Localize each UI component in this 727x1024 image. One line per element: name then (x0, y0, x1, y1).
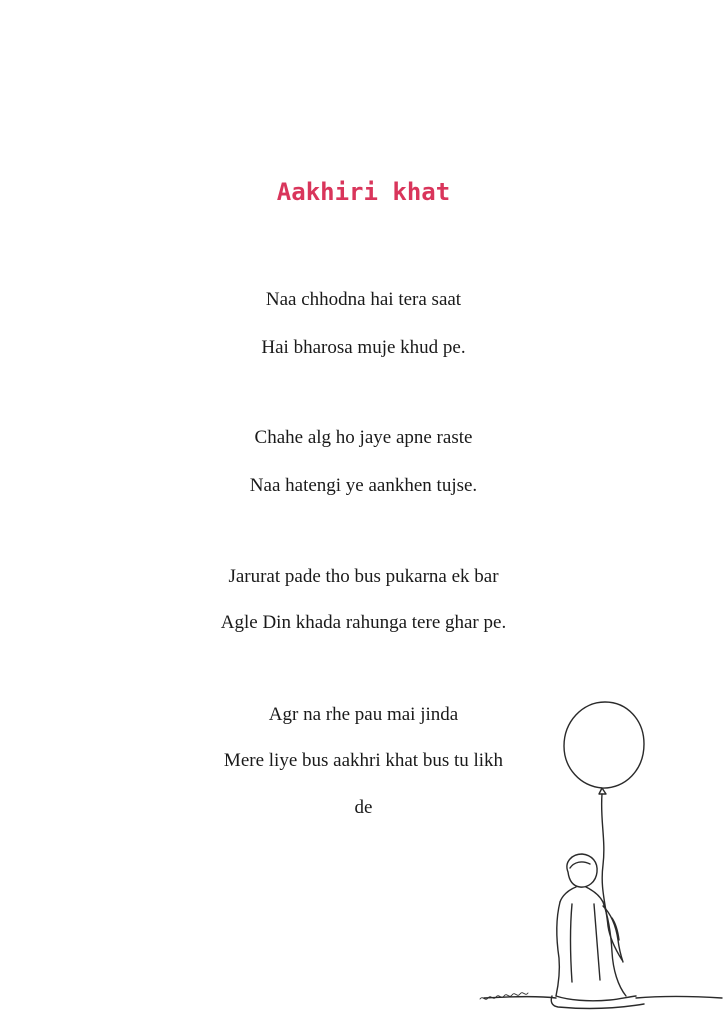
boy-with-balloon-sketch-icon (460, 690, 727, 1024)
poem-line-2: Hai bharosa muje khud pe. (261, 337, 466, 358)
poem-line-7: Agr na rhe pau mai jinda (268, 704, 459, 725)
poem-line-8: Mere liye bus aakhri khat bus tu likh (223, 750, 504, 771)
poem-line-5: Jarurat pade tho bus pukarna ek bar (228, 566, 499, 587)
poem-line-6: Agle Din khada rahunga tere ghar pe. (220, 612, 507, 633)
poem-line-1: Naa chhodna hai tera saat (265, 289, 462, 310)
poem-title: Aakhiri khat (276, 178, 451, 206)
poem-line-3: Chahe alg ho jaye apne raste (254, 427, 473, 448)
poem-line-9: de (354, 797, 373, 818)
poem-line-4: Naa hatengi ye aankhen tujse. (249, 475, 478, 496)
